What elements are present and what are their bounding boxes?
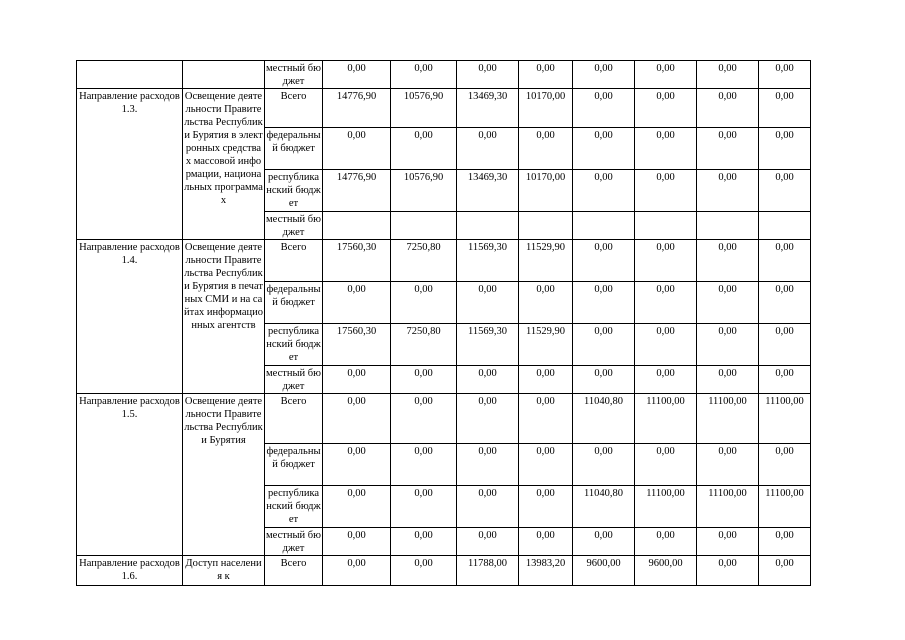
amount-cell: 11788,00 <box>457 556 519 586</box>
expense-direction-cell: Направление расходов 1.4. <box>77 240 183 394</box>
amount-cell: 0,00 <box>519 282 573 324</box>
amount-cell: 0,00 <box>391 486 457 528</box>
activity-name-cell: Доступ населения к <box>183 556 265 586</box>
amount-cell: 0,00 <box>697 324 759 366</box>
amount-cell: 0,00 <box>391 128 457 170</box>
amount-cell: 11040,80 <box>573 394 635 444</box>
amount-cell: 0,00 <box>391 282 457 324</box>
funding-source-cell: республиканский бюджет <box>265 170 323 212</box>
amount-cell: 0,00 <box>323 61 391 89</box>
amount-cell: 0,00 <box>635 128 697 170</box>
amount-cell: 0,00 <box>519 128 573 170</box>
amount-cell: 0,00 <box>697 366 759 394</box>
amount-cell: 0,00 <box>323 394 391 444</box>
funding-source-cell: местный бюджет <box>265 61 323 89</box>
amount-cell: 0,00 <box>697 444 759 486</box>
amount-cell: 0,00 <box>759 240 811 282</box>
amount-cell: 0,00 <box>519 486 573 528</box>
amount-cell: 0,00 <box>635 61 697 89</box>
amount-cell: 17560,30 <box>323 240 391 282</box>
amount-cell: 0,00 <box>759 366 811 394</box>
amount-cell: 0,00 <box>519 444 573 486</box>
amount-cell: 0,00 <box>573 61 635 89</box>
amount-cell: 0,00 <box>759 282 811 324</box>
activity-name-cell: Освещение деятельности Правительства Республики Бурятия в печатных СМИ и на сайтах информационных агентств <box>183 240 265 394</box>
funding-source-cell: Всего <box>265 556 323 586</box>
amount-cell: 0,00 <box>697 556 759 586</box>
amount-cell: 0,00 <box>573 366 635 394</box>
amount-cell: 0,00 <box>391 366 457 394</box>
amount-cell: 0,00 <box>759 528 811 556</box>
amount-cell: 0,00 <box>573 240 635 282</box>
amount-cell: 0,00 <box>759 556 811 586</box>
amount-cell: 13469,30 <box>457 170 519 212</box>
amount-cell: 0,00 <box>457 528 519 556</box>
amount-cell <box>573 212 635 240</box>
funding-source-cell: федеральный бюджет <box>265 282 323 324</box>
amount-cell: 0,00 <box>759 170 811 212</box>
amount-cell: 0,00 <box>697 128 759 170</box>
amount-cell: 0,00 <box>697 170 759 212</box>
amount-cell: 0,00 <box>519 528 573 556</box>
amount-cell: 7250,80 <box>391 324 457 366</box>
amount-cell: 11100,00 <box>635 394 697 444</box>
amount-cell: 11100,00 <box>697 394 759 444</box>
amount-cell: 0,00 <box>391 556 457 586</box>
activity-name-cell: Освещение деятельности Правительства Республики Бурятия <box>183 394 265 556</box>
funding-source-cell: местный бюджет <box>265 366 323 394</box>
amount-cell: 0,00 <box>323 282 391 324</box>
amount-cell: 0,00 <box>457 128 519 170</box>
amount-cell <box>697 212 759 240</box>
amount-cell: 0,00 <box>323 486 391 528</box>
amount-cell: 0,00 <box>323 556 391 586</box>
budget-table-body <box>77 61 811 586</box>
amount-cell <box>391 212 457 240</box>
amount-cell: 0,00 <box>759 324 811 366</box>
amount-cell: 11040,80 <box>573 486 635 528</box>
amount-cell: 0,00 <box>635 240 697 282</box>
amount-cell: 0,00 <box>697 89 759 128</box>
amount-cell: 0,00 <box>519 61 573 89</box>
amount-cell: 0,00 <box>519 366 573 394</box>
amount-cell: 17560,30 <box>323 324 391 366</box>
amount-cell: 0,00 <box>573 128 635 170</box>
amount-cell: 0,00 <box>573 282 635 324</box>
expense-direction-cell <box>77 61 183 89</box>
amount-cell: 0,00 <box>697 282 759 324</box>
amount-cell: 0,00 <box>323 528 391 556</box>
amount-cell <box>519 212 573 240</box>
amount-cell: 7250,80 <box>391 240 457 282</box>
amount-cell: 0,00 <box>323 128 391 170</box>
amount-cell: 10170,00 <box>519 170 573 212</box>
amount-cell: 14776,90 <box>323 89 391 128</box>
amount-cell: 0,00 <box>457 486 519 528</box>
funding-source-cell: республиканский бюджет <box>265 486 323 528</box>
amount-cell: 0,00 <box>635 444 697 486</box>
amount-cell: 0,00 <box>457 366 519 394</box>
amount-cell: 0,00 <box>573 324 635 366</box>
amount-cell: 0,00 <box>457 61 519 89</box>
amount-cell <box>635 212 697 240</box>
funding-source-cell: местный бюджет <box>265 528 323 556</box>
activity-name-cell <box>183 61 265 89</box>
amount-cell: 9600,00 <box>573 556 635 586</box>
amount-cell: 11100,00 <box>759 394 811 444</box>
funding-source-cell: местный бюджет <box>265 212 323 240</box>
expense-direction-cell: Направление расходов 1.5. <box>77 394 183 556</box>
table-row <box>77 61 811 89</box>
amount-cell: 0,00 <box>759 444 811 486</box>
funding-source-cell: Всего <box>265 89 323 128</box>
amount-cell: 10576,90 <box>391 89 457 128</box>
table-row <box>77 556 811 586</box>
amount-cell: 0,00 <box>573 528 635 556</box>
amount-cell: 0,00 <box>759 61 811 89</box>
amount-cell: 14776,90 <box>323 170 391 212</box>
amount-cell: 10576,90 <box>391 170 457 212</box>
amount-cell: 0,00 <box>391 394 457 444</box>
funding-source-cell: федеральный бюджет <box>265 128 323 170</box>
expense-direction-cell: Направление расходов 1.6. <box>77 556 183 586</box>
amount-cell: 0,00 <box>573 444 635 486</box>
table-row <box>77 240 811 282</box>
amount-cell: 0,00 <box>759 89 811 128</box>
amount-cell: 10170,00 <box>519 89 573 128</box>
funding-source-cell: Всего <box>265 394 323 444</box>
amount-cell: 0,00 <box>697 528 759 556</box>
amount-cell: 0,00 <box>391 528 457 556</box>
budget-table <box>76 60 811 586</box>
amount-cell: 11100,00 <box>635 486 697 528</box>
amount-cell: 0,00 <box>697 240 759 282</box>
expense-direction-cell: Направление расходов 1.3. <box>77 89 183 240</box>
activity-name-cell: Освещение деятельности Правительства Республики Бурятия в электронных средствах массовой информации, национальных программах <box>183 89 265 240</box>
amount-cell: 13469,30 <box>457 89 519 128</box>
table-row <box>77 89 811 128</box>
amount-cell: 11100,00 <box>759 486 811 528</box>
amount-cell: 0,00 <box>391 444 457 486</box>
amount-cell: 0,00 <box>573 170 635 212</box>
amount-cell: 0,00 <box>635 282 697 324</box>
amount-cell: 0,00 <box>635 324 697 366</box>
amount-cell: 11529,90 <box>519 324 573 366</box>
amount-cell: 0,00 <box>457 394 519 444</box>
funding-source-cell: Всего <box>265 240 323 282</box>
amount-cell: 0,00 <box>323 366 391 394</box>
amount-cell: 13983,20 <box>519 556 573 586</box>
amount-cell: 0,00 <box>323 444 391 486</box>
table-row <box>77 394 811 444</box>
amount-cell <box>323 212 391 240</box>
funding-source-cell: федеральный бюджет <box>265 444 323 486</box>
amount-cell: 0,00 <box>635 366 697 394</box>
amount-cell <box>759 212 811 240</box>
amount-cell: 0,00 <box>457 444 519 486</box>
amount-cell: 0,00 <box>391 61 457 89</box>
amount-cell: 9600,00 <box>635 556 697 586</box>
amount-cell <box>457 212 519 240</box>
amount-cell: 11529,90 <box>519 240 573 282</box>
amount-cell: 0,00 <box>759 128 811 170</box>
funding-source-cell: республиканский бюджет <box>265 324 323 366</box>
amount-cell: 0,00 <box>635 89 697 128</box>
amount-cell: 0,00 <box>635 170 697 212</box>
amount-cell: 11569,30 <box>457 240 519 282</box>
amount-cell: 0,00 <box>519 394 573 444</box>
amount-cell: 11100,00 <box>697 486 759 528</box>
amount-cell: 0,00 <box>635 528 697 556</box>
amount-cell: 0,00 <box>573 89 635 128</box>
amount-cell: 0,00 <box>697 61 759 89</box>
amount-cell: 0,00 <box>457 282 519 324</box>
amount-cell: 11569,30 <box>457 324 519 366</box>
